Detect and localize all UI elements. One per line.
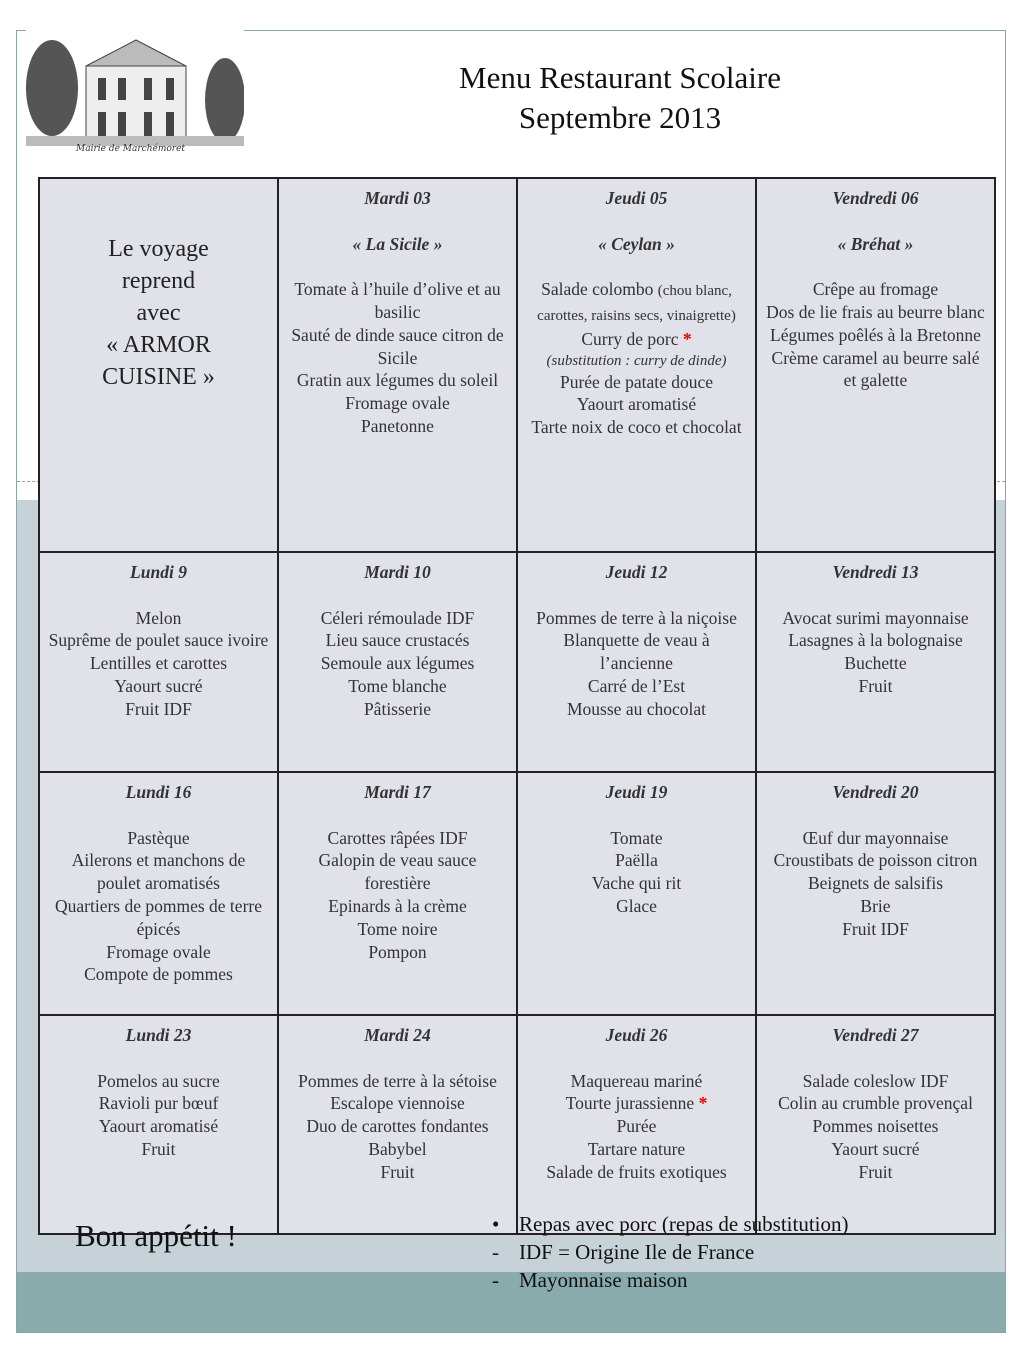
menu-item-text: Fruit <box>141 1138 176 1159</box>
day-heading: Lundi 16 <box>125 782 192 802</box>
menu-item <box>287 1138 508 1161</box>
legend-note <box>492 1266 848 1294</box>
menu-item <box>526 827 747 850</box>
legend-note <box>492 1238 848 1266</box>
menu-item-text: Tarte noix de coco et chocolat <box>531 417 742 438</box>
day-heading: Lundi 23 <box>125 1025 192 1045</box>
menu-item-text: Pommes de terre à la niçoise <box>536 607 737 628</box>
menu-item-text: Œuf dur mayonnaise <box>802 827 949 848</box>
menu-item <box>765 675 986 698</box>
menu-item <box>526 1115 747 1138</box>
menu-item-text: Gratin aux légumes du soleil <box>296 370 499 391</box>
menu-item-text: Céleri rémoulade IDF <box>320 607 475 628</box>
menu-item-text: Tourte jurassienne <box>565 1093 699 1114</box>
svg-text:Mairie de Marchémoret: Mairie de Marchémoret <box>76 144 186 154</box>
menu-day-cell <box>756 1015 995 1234</box>
menu-item-text: Purée de patate douce <box>559 371 714 392</box>
menu-item <box>48 1115 269 1138</box>
menu-item-text: Salade de fruits exotiques <box>546 1161 727 1182</box>
menu-item <box>48 1070 269 1093</box>
menu-item <box>526 849 747 872</box>
menu-item <box>287 415 508 438</box>
town-hall-logo <box>26 28 244 158</box>
title-line-1: Menu Restaurant Scolaire <box>459 60 781 95</box>
menu-item <box>526 607 747 630</box>
menu-item-text: Lentilles et carottes <box>89 653 228 674</box>
title-line-2: Septembre 2013 <box>518 100 722 135</box>
menu-item <box>287 895 508 918</box>
menu-item <box>287 1115 508 1138</box>
menu-item <box>48 675 269 698</box>
menu-item <box>287 675 508 698</box>
menu-item-text: Melon <box>135 607 182 628</box>
legend-note-text: IDF = Origine Ile de France <box>519 1240 755 1264</box>
menu-item-text: Pâtisserie <box>363 698 432 719</box>
menu-item-text: Lieu sauce crustacés <box>325 630 470 651</box>
bullet: - <box>492 1240 499 1264</box>
legend-note-text: Mayonnaise maison <box>519 1268 688 1292</box>
menu-item <box>526 416 747 439</box>
bullet: - <box>492 1268 499 1292</box>
intro-cell <box>39 178 278 552</box>
menu-item-text: Babybel <box>368 1138 427 1159</box>
day-heading: Vendredi 20 <box>832 782 919 802</box>
menu-item <box>765 652 986 675</box>
menu-item <box>287 652 508 675</box>
day-heading: Mardi 10 <box>364 562 431 582</box>
menu-item-text: Fruit IDF <box>125 698 192 719</box>
intro-line: Le voyage <box>108 236 209 262</box>
menu-item-detail: (chou blanc, carottes, raisins secs, vinaigrette) <box>537 283 736 324</box>
menu-item-text: Maquereau mariné <box>570 1070 703 1091</box>
day-heading: Jeudi 05 <box>605 188 668 208</box>
menu-item <box>765 872 986 895</box>
menu-item-text: Fruit IDF <box>842 918 909 939</box>
table-row <box>39 552 995 772</box>
day-heading: Jeudi 26 <box>605 1025 668 1045</box>
menu-day-cell <box>278 772 517 1015</box>
menu-item-text: Escalope viennoise <box>330 1093 465 1114</box>
intro-line: « ARMOR <box>106 332 211 358</box>
menu-item <box>48 849 269 895</box>
menu-item <box>765 347 986 393</box>
menu-item-text: Tartare nature <box>587 1138 686 1159</box>
menu-day-cell <box>39 552 278 772</box>
menu-item-text: Panetonne <box>361 415 434 436</box>
menu-item-text: Curry de porc <box>581 328 683 349</box>
menu-day-cell <box>278 178 517 552</box>
table-row <box>39 178 995 552</box>
table-row <box>39 1015 995 1234</box>
menu-item <box>526 393 747 416</box>
menu-day-cell <box>756 178 995 552</box>
menu-item <box>526 872 747 895</box>
menu-item-text: Salade coleslow IDF <box>802 1070 949 1091</box>
substitution-note: (substitution : curry de dinde) <box>546 352 727 369</box>
pork-asterisk: * <box>682 328 692 349</box>
menu-item-text: Pastèque <box>127 827 190 848</box>
menu-item <box>287 392 508 415</box>
menu-day-cell <box>756 552 995 772</box>
menu-item <box>287 827 508 850</box>
menu-item-text: Suprême de poulet sauce ivoire <box>48 630 269 651</box>
menu-item <box>287 369 508 392</box>
menu-item-text: Avocat surimi mayonnaise <box>782 607 969 628</box>
menu-item-text: Fruit <box>858 675 893 696</box>
menu-item-text: Tomate <box>610 827 663 848</box>
menu-item <box>526 1092 747 1115</box>
day-heading: Lundi 9 <box>130 562 187 582</box>
menu-item-text: Tomate à l’huile d’olive et au basilic <box>294 279 501 322</box>
menu-item <box>48 629 269 652</box>
legend-note-text: Repas avec porc (repas de substitution) <box>519 1212 849 1236</box>
day-heading: Jeudi 12 <box>605 562 668 582</box>
menu-item-text: Sauté de dinde sauce citron de Sicile <box>291 324 504 368</box>
menu-item-text: Salade colombo <box>541 279 658 300</box>
menu-item <box>765 278 986 301</box>
menu-item <box>287 698 508 721</box>
menu-item <box>765 1092 986 1115</box>
menu-item-text: Yaourt sucré <box>831 1138 920 1159</box>
day-heading: Vendredi 27 <box>832 1025 919 1045</box>
menu-item <box>765 918 986 941</box>
menu-item-text: Pompon <box>368 941 427 962</box>
menu-item-text: Ailerons et manchons de poulet aromatisés <box>71 850 246 894</box>
menu-item <box>765 1070 986 1093</box>
menu-item-text: Mousse au chocolat <box>567 698 706 719</box>
menu-item <box>765 827 986 850</box>
menu-item-text: Yaourt sucré <box>114 675 203 696</box>
menu-item-text: Dos de lie frais au beurre blanc <box>766 301 985 322</box>
menu-day-cell <box>39 772 278 1015</box>
menu-item <box>526 698 747 721</box>
menu-item <box>287 1161 508 1184</box>
menu-item-text: Pommes de terre à la sétoise <box>298 1070 497 1091</box>
day-heading: Jeudi 19 <box>605 782 668 802</box>
menu-item-text: Beignets de salsifis <box>807 873 944 894</box>
day-theme: « La Sicile » <box>352 233 443 254</box>
menu-item <box>287 1092 508 1115</box>
menu-item-text: Semoule aux légumes <box>320 653 475 674</box>
menu-item <box>526 371 747 394</box>
menu-item-text: Paëlla <box>615 850 658 871</box>
legend-notes <box>492 1210 848 1294</box>
menu-item <box>48 652 269 675</box>
menu-day-cell <box>517 1015 756 1234</box>
menu-day-cell <box>756 772 995 1015</box>
menu-day-cell <box>39 1015 278 1234</box>
menu-day-cell <box>278 552 517 772</box>
menu-item-text: Tome blanche <box>348 675 447 696</box>
menu-item <box>48 963 269 986</box>
menu-item-text: Crème caramel au beurre salé et galette <box>771 347 980 391</box>
menu-item <box>526 675 747 698</box>
menu-item <box>765 629 986 652</box>
menu-item-text: Carré de l’Est <box>587 675 686 696</box>
menu-item-text: Quartiers de pommes de terre épicés <box>54 895 262 939</box>
menu-item <box>287 324 508 370</box>
day-heading: Vendredi 13 <box>832 562 919 582</box>
menu-item-text: Fromage ovale <box>345 393 450 414</box>
menu-item <box>765 1115 986 1138</box>
menu-day-cell <box>517 178 756 552</box>
menu-item <box>765 1161 986 1184</box>
menu-item-text: Vache qui rit <box>591 873 682 894</box>
page-title <box>380 58 860 138</box>
menu-item-text: Fruit <box>380 1161 415 1182</box>
day-heading: Mardi 17 <box>364 782 431 802</box>
menu-item-text: Fruit <box>858 1161 893 1182</box>
menu-item <box>287 918 508 941</box>
menu-item-text: Pomelos au sucre <box>97 1070 220 1091</box>
greeting: Bon appétit ! <box>75 1218 237 1253</box>
day-heading: Mardi 03 <box>364 188 431 208</box>
menu-item-text: Lasagnes à la bolognaise <box>788 630 963 651</box>
menu-item <box>765 895 986 918</box>
intro-line: avec <box>136 300 181 326</box>
menu-item-text: Compote de pommes <box>84 964 233 985</box>
menu-item <box>287 607 508 630</box>
menu-table <box>38 177 996 1235</box>
menu-item-text: Ravioli pur bœuf <box>98 1093 219 1114</box>
menu-item-text: Crêpe au fromage <box>812 279 939 300</box>
menu-item-text: Croustibats de poisson citron <box>773 850 978 871</box>
menu-item-text: Pommes noisettes <box>812 1116 939 1137</box>
day-theme: « Bréhat » <box>837 233 914 254</box>
menu-item-text: Purée <box>616 1116 657 1137</box>
menu-item <box>765 324 986 347</box>
menu-item-text: Fromage ovale <box>106 941 211 962</box>
bullet: • <box>492 1212 500 1236</box>
menu-item <box>48 1092 269 1115</box>
menu-item <box>287 941 508 964</box>
menu-item <box>765 301 986 324</box>
menu-item-text: Buchette <box>844 653 907 674</box>
menu-item <box>526 278 747 328</box>
menu-item-text: Yaourt aromatisé <box>576 394 697 415</box>
menu-item-text: Colin au crumble provençal <box>778 1093 973 1114</box>
menu-item-text: Galopin de veau sauce forestière <box>318 850 477 894</box>
menu-item-text: Brie <box>860 895 891 916</box>
intro-line: CUISINE » <box>102 364 215 390</box>
intro-line: reprend <box>121 268 196 294</box>
menu-item <box>526 1138 747 1161</box>
menu-item-text: Yaourt aromatisé <box>98 1116 219 1137</box>
legend-note <box>492 1210 848 1238</box>
day-heading: Vendredi 06 <box>832 188 919 208</box>
menu-item-text: Duo de carottes fondantes <box>306 1116 489 1137</box>
menu-item <box>765 607 986 630</box>
menu-item <box>526 328 747 351</box>
pork-asterisk: * <box>698 1093 708 1114</box>
menu-day-cell <box>517 552 756 772</box>
day-theme: « Ceylan » <box>598 233 675 254</box>
menu-item <box>765 1138 986 1161</box>
menu-day-cell <box>278 1015 517 1234</box>
menu-day-cell <box>517 772 756 1015</box>
menu-item-text: Epinards à la crème <box>328 895 467 916</box>
menu-item <box>48 607 269 630</box>
menu-item-text: Blanquette de veau à l’ancienne <box>563 630 710 674</box>
menu-item-text: Glace <box>616 895 657 916</box>
menu-item-text: Tome noire <box>357 918 438 939</box>
menu-item <box>526 895 747 918</box>
menu-item <box>526 629 747 675</box>
menu-item <box>48 895 269 941</box>
menu-item <box>48 698 269 721</box>
menu-item-text: Légumes poêlés à la Bretonne <box>770 324 981 345</box>
menu-item <box>287 278 508 324</box>
menu-item <box>48 827 269 850</box>
menu-item <box>287 849 508 895</box>
menu-item <box>526 1070 747 1093</box>
table-row <box>39 772 995 1015</box>
menu-item <box>48 941 269 964</box>
menu-item <box>48 1138 269 1161</box>
menu-item <box>287 629 508 652</box>
day-heading: Mardi 24 <box>364 1025 431 1045</box>
menu-item-text: Carottes râpées IDF <box>327 827 468 848</box>
menu-item <box>526 1161 747 1184</box>
menu-item <box>287 1070 508 1093</box>
menu-item <box>765 849 986 872</box>
